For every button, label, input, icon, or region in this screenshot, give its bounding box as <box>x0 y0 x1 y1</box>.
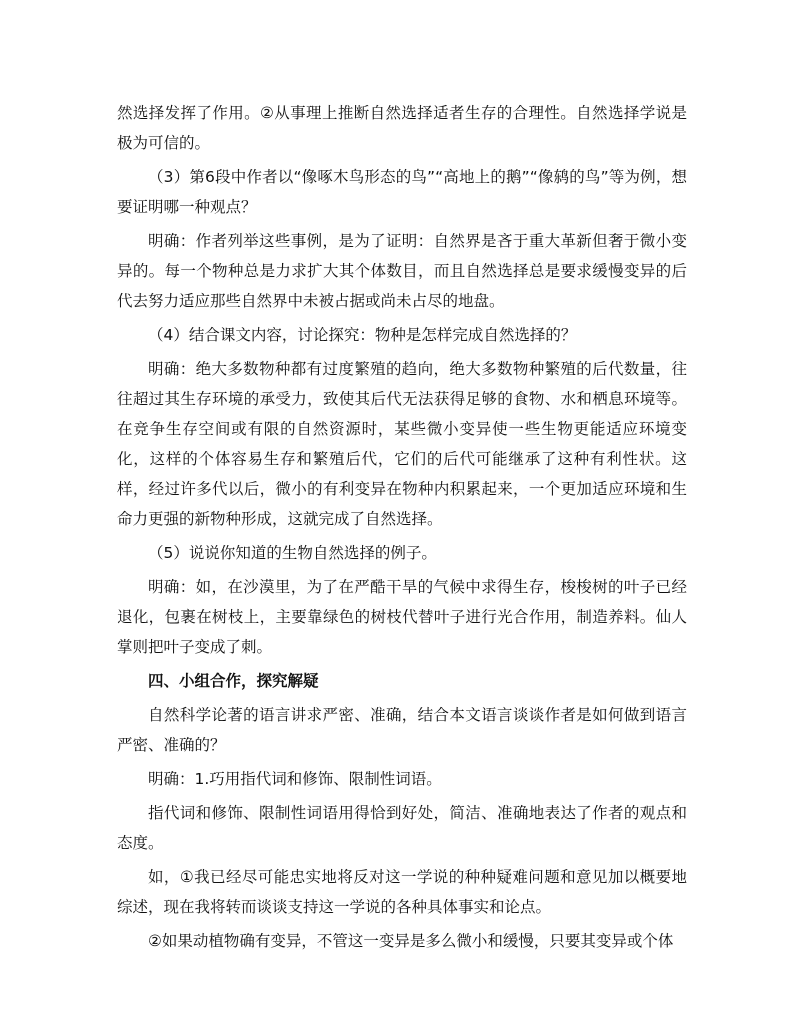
answer-5: 明确：如，在沙漠里，为了在严酷干旱的气候中求得生存，梭梭树的叶子已经退化，包裹在树枝上，主要靠绿色的树枝代替叶子进行光合作用，制造养料。仙人掌则把叶子变成了刺。 <box>117 578 687 656</box>
question-4: （4）结合课文内容，讨论探究：物种是怎样完成自然选择的？ <box>148 326 577 344</box>
example-1: 如，①我已经尽可能忠实地将反对这一学说的种种疑难问题和意见加以概要地综述，现在我将转而谈谈支持这一学说的各种具体事实和论点。 <box>117 868 687 916</box>
paragraph-continuation: 然选择发挥了作用。②从事理上推断自然选择适者生存的合理性。自然选择学说是极为可信的。 <box>117 104 687 152</box>
answer-3: 明确：作者列举这些事例，是为了证明：自然界是吝于重大革新但奢于微小变异的。每一个物种总是力求扩大其个体数目，而且自然选择总是要求缓慢变异的后代去努力适应那些自然界中未被占据或尚未占尽的地盘。 <box>117 232 687 310</box>
example-2: ②如果动植物确有变异，不管这一变异是多么微小和缓慢，只要其变异或个体 <box>148 932 674 950</box>
section-explanation: 指代词和修饰、限制性词语用得恰到好处，简洁、准确地表达了作者的观点和态度。 <box>117 804 687 852</box>
answer-4: 明确：绝大多数物种都有过度繁殖的趋向，绝大多数物种繁殖的后代数量，往往超过其生存环境的承受力，致使其后代无法获得足够的食物、水和栖息环境等。在竞争生存空间或有限的自然资源时，某些微小变异使一些生物更能适应环境变化，这样的个体容易生存和繁殖后代，它们的后代可能继承了这种有利性状。这样，经过许多代以后，微小的有利变异在物种内积累起来，一个更加适应环境和生命力更强的新物种形成，这就完成了自然选择。 <box>117 360 687 528</box>
question-5: （5）说说你知道的生物自然选择的例子。 <box>148 544 437 562</box>
section-question: 自然科学论著的语言讲求严密、准确，结合本文语言谈谈作者是如何做到语言严密、准确的？ <box>117 706 687 754</box>
section-answer-point-1: 明确：1.巧用指代词和修饰、限制性词语。 <box>148 770 442 788</box>
section-heading: 四、小组合作，探究解疑 <box>148 672 319 690</box>
question-3: （3）第6段中作者以“像啄木鸟形态的鸟”“高地上的鹅”“像鸫的鸟”等为例，想要证明哪一种观点？ <box>117 168 687 216</box>
document-body <box>117 98 687 960</box>
